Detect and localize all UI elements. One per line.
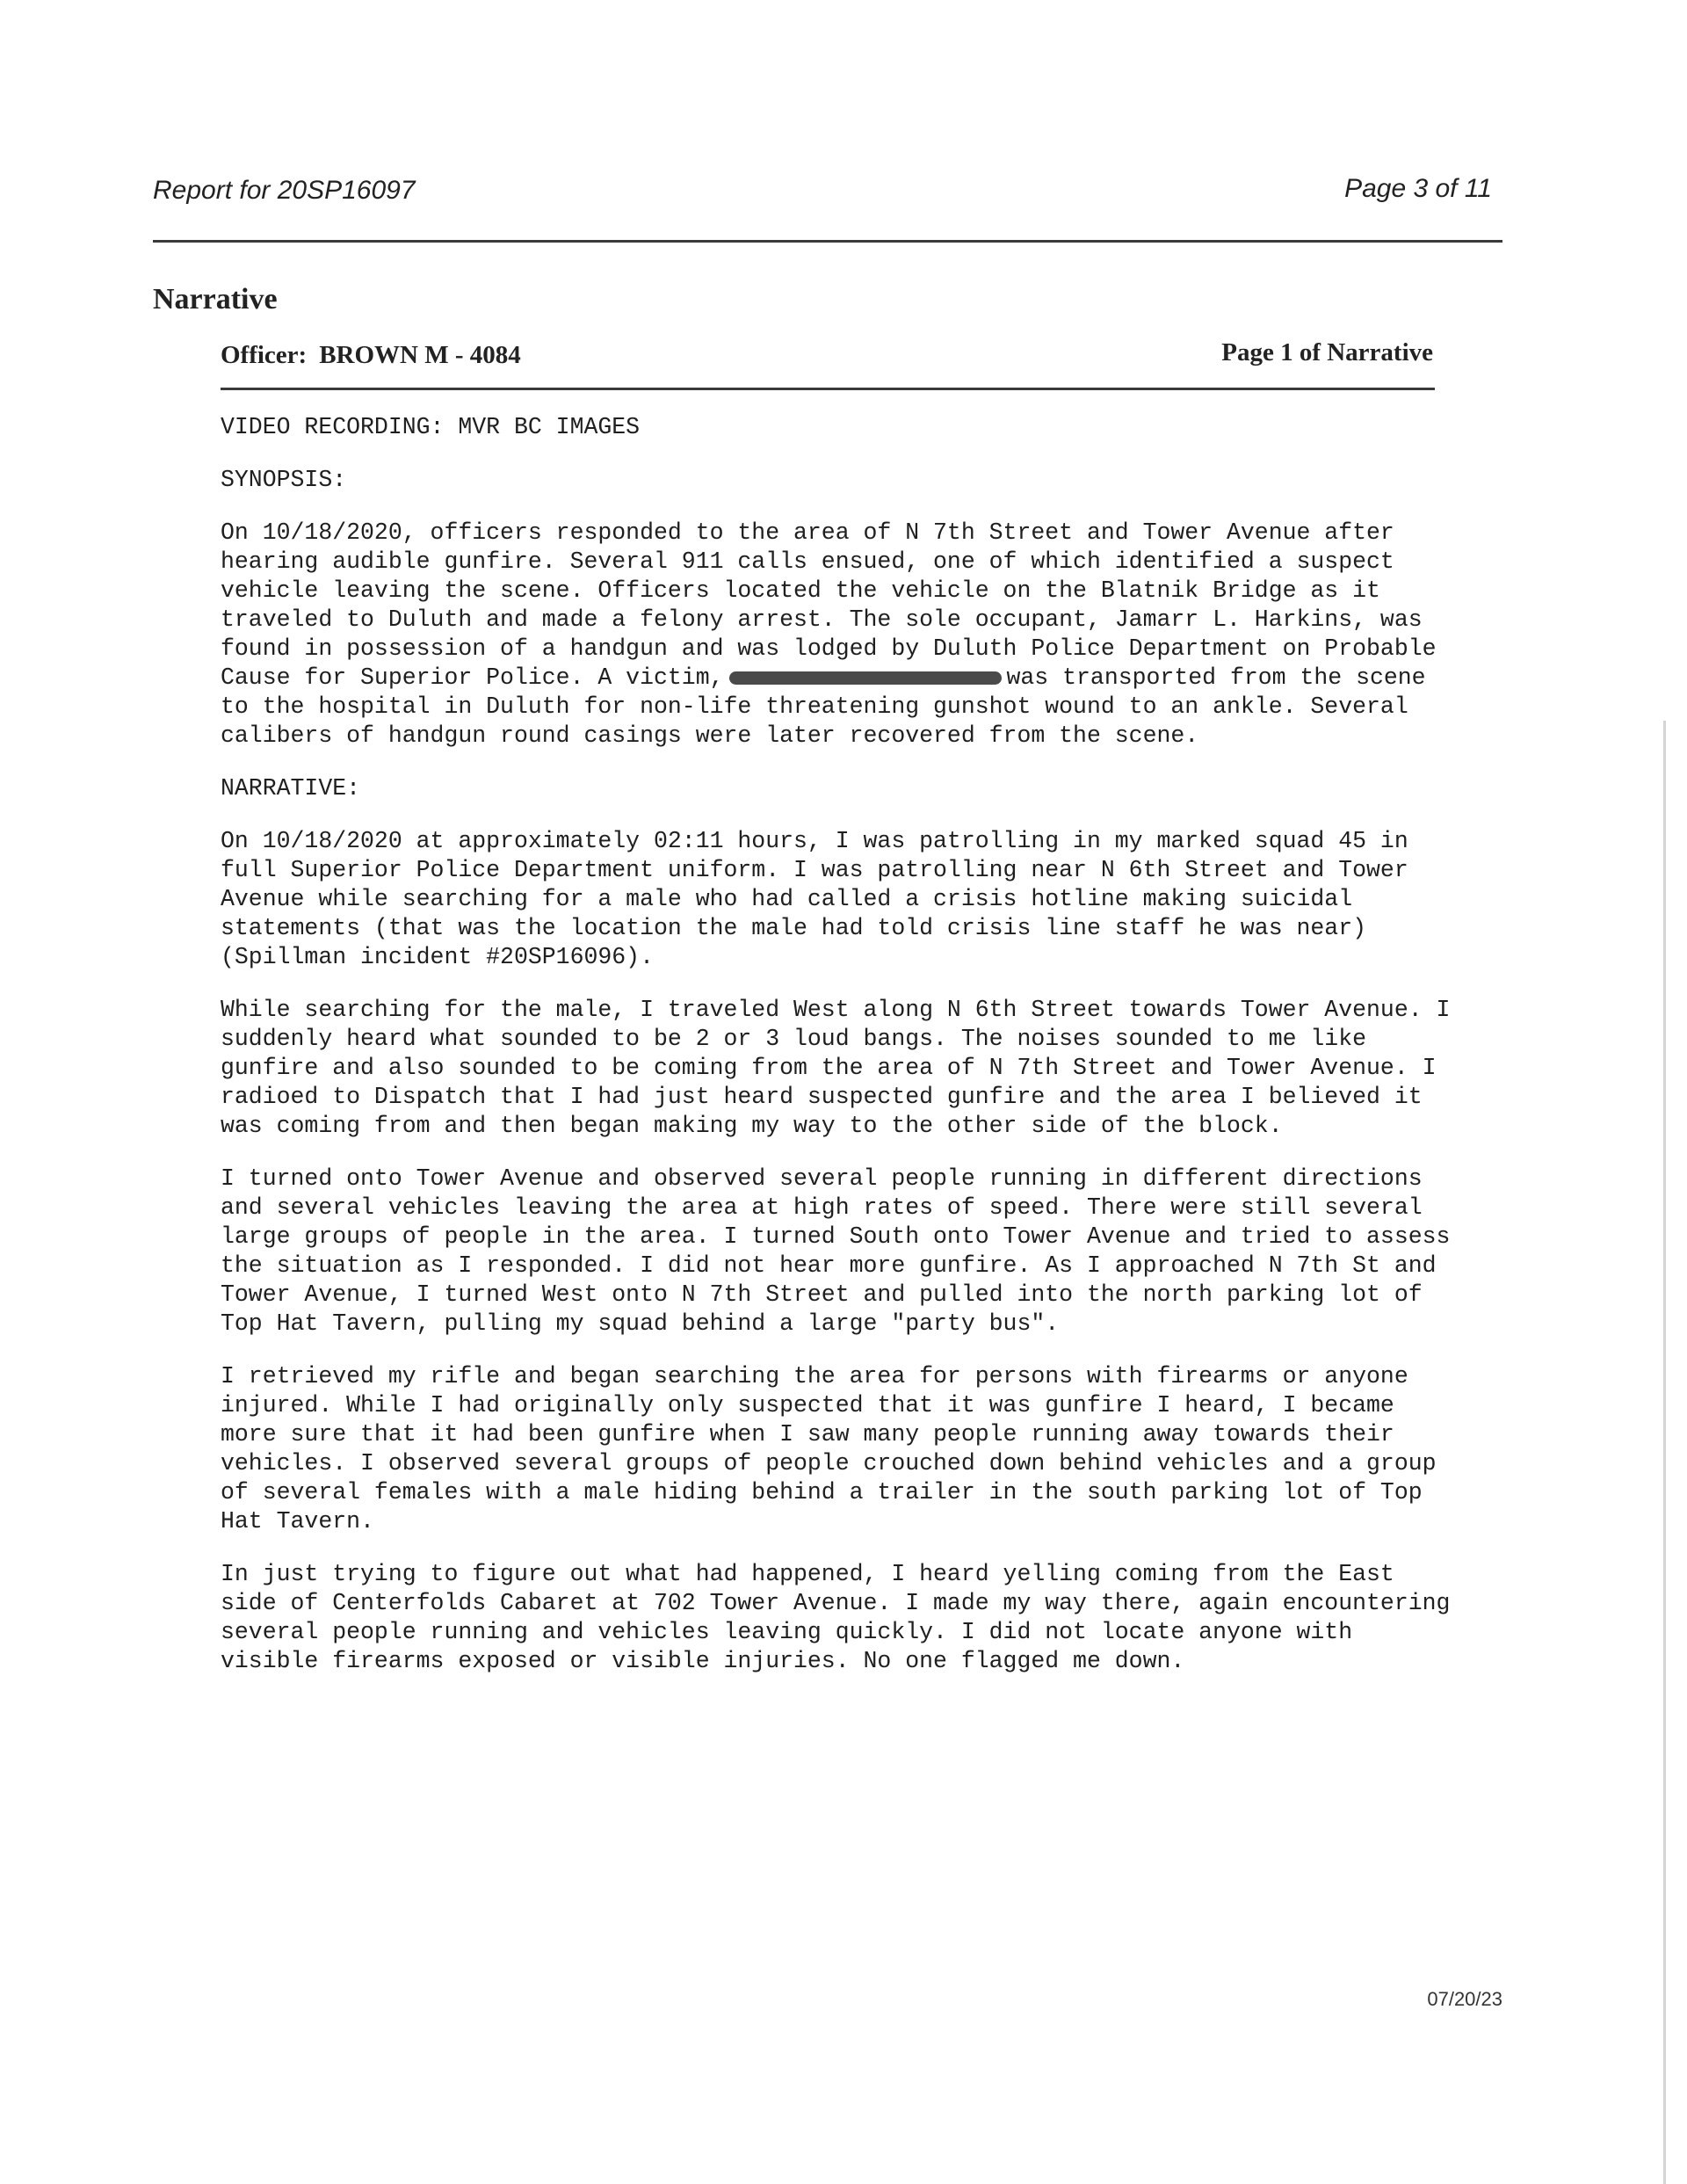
synopsis-label: SYNOPSIS: [221,467,347,493]
section-title: Narrative [153,283,278,316]
officer-line [221,341,521,370]
officer-label: Officer: [221,341,308,369]
narrative-paragraph: While searching for the male, I traveled West along N 6th Street towards Tower Avenue. I suddenly heard what sounded to be 2 or 3 loud bangs. The noises sounded to me like gunfire and also sounded to be coming from the area of N 7th Street and Tower Avenue. I radioed to Dispatch that I had just heard suspected gunfire and the area I believed it was coming from and then began making my way to the other side of the block. [221,997,1451,1139]
page-indicator: Page 3 of 11 [1344,174,1492,203]
video-recording-line: VIDEO RECORDING: MVR BC IMAGES [221,414,641,440]
narrative-label: NARRATIVE: [221,775,361,802]
officer-divider [221,388,1435,390]
synopsis-paragraph [221,519,1451,751]
header-divider [153,240,1502,243]
narrative-paragraph: I turned onto Tower Avenue and observed several people running in different directions and several vehicles leaving the area at high rates of speed. There were still several large groups of people in the area. I turned South onto Tower Avenue and tried to assess the situation as I responded. I did not hear more gunfire. As I approached N 7th St and Tower Avenue, I turned West onto N 7th Street and pulled into the north parking lot of Top Hat Tavern, pulling my squad behind a large "party bus". [221,1165,1451,1337]
synopsis-text-part1: On 10/18/2020, officers responded to the area of N 7th Street and Tower Avenue after hearing audible gunfire. Several 911 calls ensued, one of which identified a suspect vehicle leaving the scene. Officers located the vehicle on the Blatnik Bridge as it traveled to Duluth and made a felony arrest. The sole occupant, Jamarr L. Harkins, was found in possession of a handgun and was lodged by Duluth Police Department on Probable Cause for Superior Police. A victim, [221,519,1437,691]
officer-name: BROWN M - 4084 [319,341,521,369]
redaction-mark [729,671,1002,685]
narrative-paragraph: On 10/18/2020 at approximately 02:11 hours, I was patrolling in my marked squad 45 in full Superior Police Department uniform. I was patrolling near N 6th Street and Tower Avenue while searching for a male who had called a crisis hotline making suicidal statements (that was the location the male had told crisis line staff he was near) (Spillman incident #20SP16096). [221,828,1408,970]
page-edge [1663,721,1666,2184]
report-title: Report for 20SP16097 [153,176,416,205]
synopsis-text-part2: was transported from the scene to the hospital in Duluth for non-life threatening gunshot wound to an ankle. Several calibers of handgun round casings were later recovered from the scene. [221,664,1426,749]
narrative-paragraph: In just trying to figure out what had happened, I heard yelling coming from the East side of Centerfolds Cabaret at 702 Tower Avenue. I made my way there, again encountering several people running and vehicles leaving quickly. I did not locate anyone with visible firearms exposed or visible injuries. No one flagged me down. [221,1561,1451,1674]
narrative-body [221,413,1451,1700]
print-date: 07/20/23 [1427,1988,1502,2010]
narrative-page-indicator: Page 1 of Narrative [1221,338,1433,366]
narrative-paragraph: I retrieved my rifle and began searching the area for persons with firearms or anyone injured. While I had originally only suspected that it was gunfire I heard, I became more sure that it had been gunfire when I saw many people running away towards their vehicles. I observed several groups of people crouched down behind vehicles and a group of several females with a male hiding behind a trailer in the south parking lot of Top Hat Tavern. [221,1363,1437,1535]
